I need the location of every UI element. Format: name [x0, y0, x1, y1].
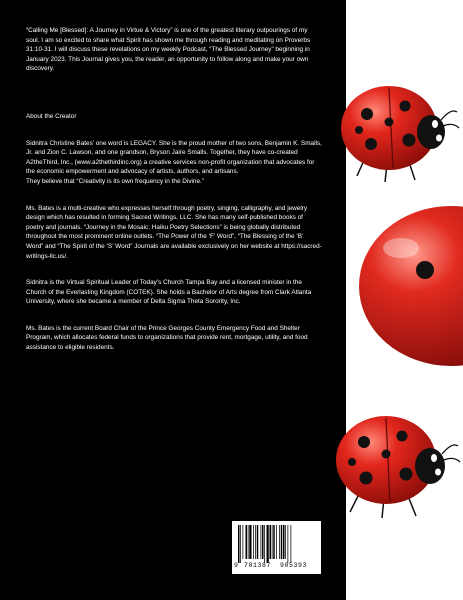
barcode-group-1: 781387 — [244, 562, 272, 569]
ladybug-icon — [335, 62, 463, 190]
barcode-bar — [276, 525, 277, 559]
isbn-barcode — [232, 521, 321, 574]
barcode-bar — [261, 525, 262, 559]
barcode-bar — [253, 525, 254, 559]
barcode-bar — [279, 525, 280, 559]
barcode-bar — [238, 525, 240, 563]
ladybug-icon — [330, 388, 463, 528]
bio-paragraph-3: Sidnitra is the Virtual Spiritual Leader of Today’s Church Tampa Bay and a licensed minister in the Church of the Everlasting Kingdom (COTEK). She holds a Bachelor of Arts degree from Clark Atlanta University, where she became a member of Delta Sigma Theta Sorority, Inc. — [26, 279, 312, 306]
barcode-bar — [288, 525, 289, 563]
barcode-bar — [248, 525, 249, 559]
barcode-bar — [267, 525, 269, 563]
barcode-bar — [281, 525, 283, 559]
barcode-bar — [257, 525, 259, 559]
intro-paragraph: “Calling Me [Blessed]: A Journey in Virtue & Victory” is one of the greatest literary outpourings of my soul. I am so excited to share what Spirit has shown me through reading and meditating on Proverbs 31:10-31. I will discuss these revelations on my weekly Podcast, “The Blessed Journey” beginning in January 2023. This Journal gives you, the reader, an opportunity to follow along and make your own discovery. — [26, 27, 311, 73]
barcode-bar — [270, 525, 272, 559]
barcode-icon — [236, 525, 317, 563]
barcode-bar — [246, 525, 248, 559]
barcode-bar — [273, 525, 275, 559]
barcode-bar — [283, 525, 285, 559]
barcode-bar — [264, 525, 265, 563]
barcode-bar — [249, 525, 251, 559]
barcode-bar — [262, 525, 264, 559]
about-heading: About the Creator — [26, 112, 77, 120]
barcode-group-2: 905393 — [280, 562, 308, 569]
bio-paragraph-4: Ms. Bates is the current Board Chair of the Prince Georges County Emergency Food and Shelter Program, which allocates federal funds to organizations that provide rent, mortgage, utility, and food assistance to eligible residents. — [26, 324, 308, 352]
bio-quote: They believe that “Creativity is its own frequency in the Divine.” — [26, 177, 204, 185]
barcode-bar — [255, 525, 256, 559]
ladybug-icon — [355, 200, 463, 370]
bio-paragraph-1: Sidnitra Christine Bates’ one word is LEGACY. She is the proud mother of two sons, Benjamin K. Smalls, Jr. and Zion C. Lawson, and one grandson, Bryson Jaire Smalls. Together, they have co-created A2theThird, Inc., (www.a2thethirdinc.org) a creative services non-profit organization that advocates for the economic empowerment and advocacy of artists, authors, and artisans. — [26, 139, 322, 176]
barcode-bar — [291, 525, 292, 563]
barcode-bar — [240, 525, 241, 563]
text-column — [26, 26, 322, 353]
barcode-bar — [272, 525, 273, 559]
bio-paragraph-2: Ms. Bates is a multi-creative who expresses herself through poetry, singing, calligraphy, and jewelry design which has resulted in forming Sacred Writings, LLC. She has many self-published books of poetry and journals. “Journey in the Mosaic: Haiku Poetry Selections” is being globally distributed throughout the most prominent online outlets. “The Power of the ‘F’ Word”, “The Blessing of the ‘B’ Word” and “The Spirit of the ‘S’ Word” Journals are available exclusively on her website at https://sacred-writings-llc.us/. — [26, 204, 322, 260]
barcode-bar — [285, 525, 286, 559]
barcode-lead-digit: 9 — [234, 562, 239, 569]
barcode-bar — [243, 525, 244, 559]
